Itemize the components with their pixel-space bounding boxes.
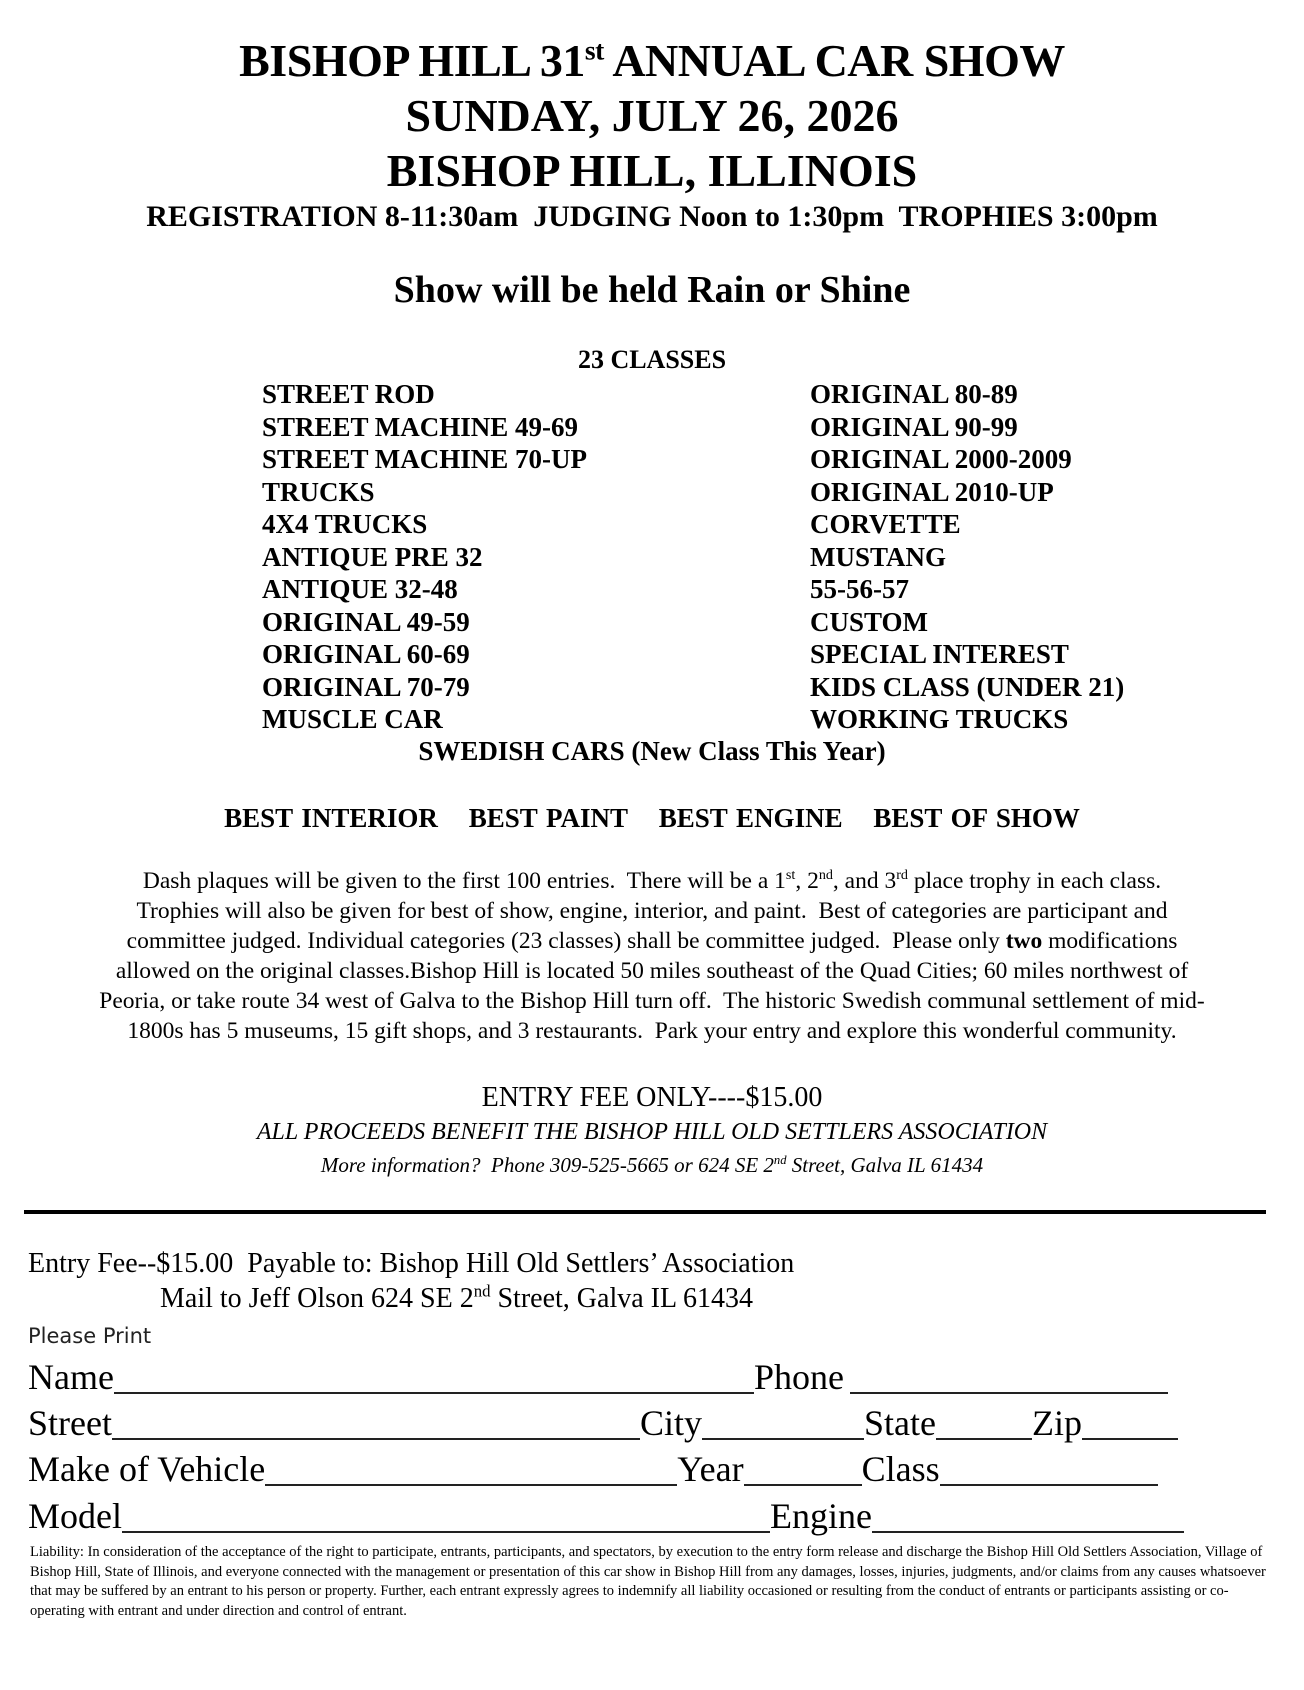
model-label: Model xyxy=(28,1496,122,1536)
class-item: STREET MACHINE 70-UP xyxy=(262,444,588,474)
description-line: 1800s has 5 museums, 15 gift shops, and 3 restaurants. Park your entry and explore this wonderful community. xyxy=(127,1018,1177,1044)
payable-to: Entry Fee--$15.00 Payable to: Bishop Hill Old Settlers’ Association xyxy=(28,1248,795,1279)
model-field[interactable] xyxy=(122,1501,770,1533)
form-row-name-phone xyxy=(28,1354,1208,1398)
phone-field[interactable] xyxy=(850,1362,1168,1394)
make-field[interactable] xyxy=(265,1454,677,1486)
class-item: ORIGINAL 49-59 xyxy=(262,606,470,637)
zip-field[interactable] xyxy=(1082,1408,1178,1440)
state-field[interactable] xyxy=(936,1408,1032,1440)
title-text-suffix: ANNUAL CAR SHOW xyxy=(603,35,1065,86)
class-item: ORIGINAL 80-89 xyxy=(810,379,1018,409)
award-item: BEST INTERIOR xyxy=(224,803,438,833)
entry-fee-notice: ENTRY FEE ONLY----$15.00 xyxy=(481,1082,823,1113)
divider xyxy=(24,1210,1266,1214)
event-date: SUNDAY, JULY 26, 2026 xyxy=(405,90,899,141)
engine-field[interactable] xyxy=(872,1501,1184,1533)
description-line: Dash plaques will be given to the first 100 entries. There will be a 1st, 2nd, and 3rd place trophy in each class. xyxy=(142,867,1162,894)
class-item: ORIGINAL 60-69 xyxy=(262,639,470,669)
award-item: BEST PAINT xyxy=(468,803,628,833)
engine-label: Engine xyxy=(770,1496,872,1536)
title-ordinal: st xyxy=(584,34,604,66)
name-field[interactable] xyxy=(114,1362,754,1394)
rain-notice: Show will be held Rain or Shine xyxy=(393,269,911,311)
contact-info: More information? Phone 309-525-5665 or 624 SE 2nd Street, Galva IL 61434 xyxy=(320,1153,984,1177)
event-location: BISHOP HILL, ILLINOIS xyxy=(386,145,918,196)
class-item: ORIGINAL 90-99 xyxy=(810,411,1018,442)
title-text: BISHOP HILL 31 xyxy=(239,35,585,86)
class-item: 55-56-57 xyxy=(810,574,909,604)
form-row-address xyxy=(28,1400,1208,1444)
description-line: Trophies will also be given for best of show, engine, interior, and paint. Best of categories are participant and xyxy=(136,898,1168,924)
class-item: WORKING TRUCKS xyxy=(810,704,1069,734)
class-item: SPECIAL INTEREST xyxy=(810,639,1069,669)
class-item: CORVETTE xyxy=(810,509,961,539)
proceeds-notice: ALL PROCEEDS BENEFIT THE BISHOP HILL OLD SETTLERS ASSOCIATION xyxy=(256,1119,1048,1145)
award-item: BEST OF SHOW xyxy=(873,803,1080,833)
class-item: MUSTANG xyxy=(810,541,947,572)
city-field[interactable] xyxy=(702,1408,864,1440)
class-item: ORIGINAL 2010-UP xyxy=(810,476,1054,507)
class-item: 4X4 TRUCKS xyxy=(262,509,428,539)
new-class-swedish-cars: SWEDISH CARS (New Class This Year) xyxy=(418,736,886,766)
classes-left-column xyxy=(262,378,587,736)
class-item: STREET MACHINE 49-69 xyxy=(262,411,579,442)
class-item: MUSCLE CAR xyxy=(262,704,443,734)
year-field[interactable] xyxy=(744,1454,862,1486)
class-item: ORIGINAL 2000-2009 xyxy=(810,444,1072,474)
mail-to-address: Mail to Jeff Olson 624 SE 2nd Street, Galva IL 61434 xyxy=(160,1281,754,1314)
description-line: Peoria, or take route 34 west of Galva to the Bishop Hill turn off. The historic Swedish communal settlement of mid- xyxy=(99,988,1205,1014)
please-print-label: Please Print xyxy=(28,1324,152,1348)
zip-label: Zip xyxy=(1031,1403,1082,1443)
form-row-vehicle xyxy=(28,1446,1208,1490)
description-line: allowed on the original classes.Bishop Hill is located 50 miles southeast of the Quad Cities; 60 miles northwest of xyxy=(115,958,1189,984)
city-label: City xyxy=(639,1403,702,1443)
class-field[interactable] xyxy=(940,1454,1158,1486)
phone-label: Phone xyxy=(753,1357,844,1397)
form-row-model-engine xyxy=(28,1493,1208,1537)
class-item: KIDS CLASS (UNDER 21) xyxy=(810,671,1125,702)
class-item: TRUCKS xyxy=(262,476,375,507)
name-label: Name xyxy=(28,1357,114,1397)
description-line: committee judged. Individual categories (23 classes) shall be committee judged. Please only two modifications xyxy=(126,928,1178,954)
classes-right-column xyxy=(810,378,1124,736)
classes-heading: 23 CLASSES xyxy=(577,345,727,374)
class-item: CUSTOM xyxy=(810,606,929,637)
class-item: STREET ROD xyxy=(262,379,435,409)
class-item: ANTIQUE PRE 32 xyxy=(262,541,483,572)
class-item: ORIGINAL 70-79 xyxy=(262,671,470,702)
special-awards xyxy=(0,803,1304,834)
liability-waiver: Liability: In consideration of the acceptance of the right to participate, entrants, participants, and spectators, by execution to the entry form release and discharge the Bishop Hill Old Settlers Association, Village of Bishop Hill, State of Illinois, and everyone connected with the management or presentation of this car show in Bishop Hill from any damages, losses, injuries, judgments, and/or claims from any causes whatsoever that may be suffered by an entrant to his person or property. Further, each entrant expressly agrees to indemnify all liability occasioned or resulting from the conduct of entrants or participants assisting or co-operating with entrant and under direction and control of entrant. xyxy=(30,1544,1266,1619)
state-label: State xyxy=(864,1403,936,1443)
year-label: Year xyxy=(677,1449,744,1489)
make-label: Make of Vehicle xyxy=(28,1449,266,1489)
street-label: Street xyxy=(28,1403,112,1443)
event-description xyxy=(20,866,1284,1046)
award-item: BEST ENGINE xyxy=(658,803,843,833)
page-title xyxy=(0,34,1304,87)
event-schedule: REGISTRATION 8-11:30am JUDGING Noon to 1:30pm TROPHIES 3:00pm xyxy=(146,200,1158,233)
class-item: ANTIQUE 32-48 xyxy=(262,574,458,604)
class-label: Class xyxy=(861,1449,940,1489)
street-field[interactable] xyxy=(112,1408,640,1440)
